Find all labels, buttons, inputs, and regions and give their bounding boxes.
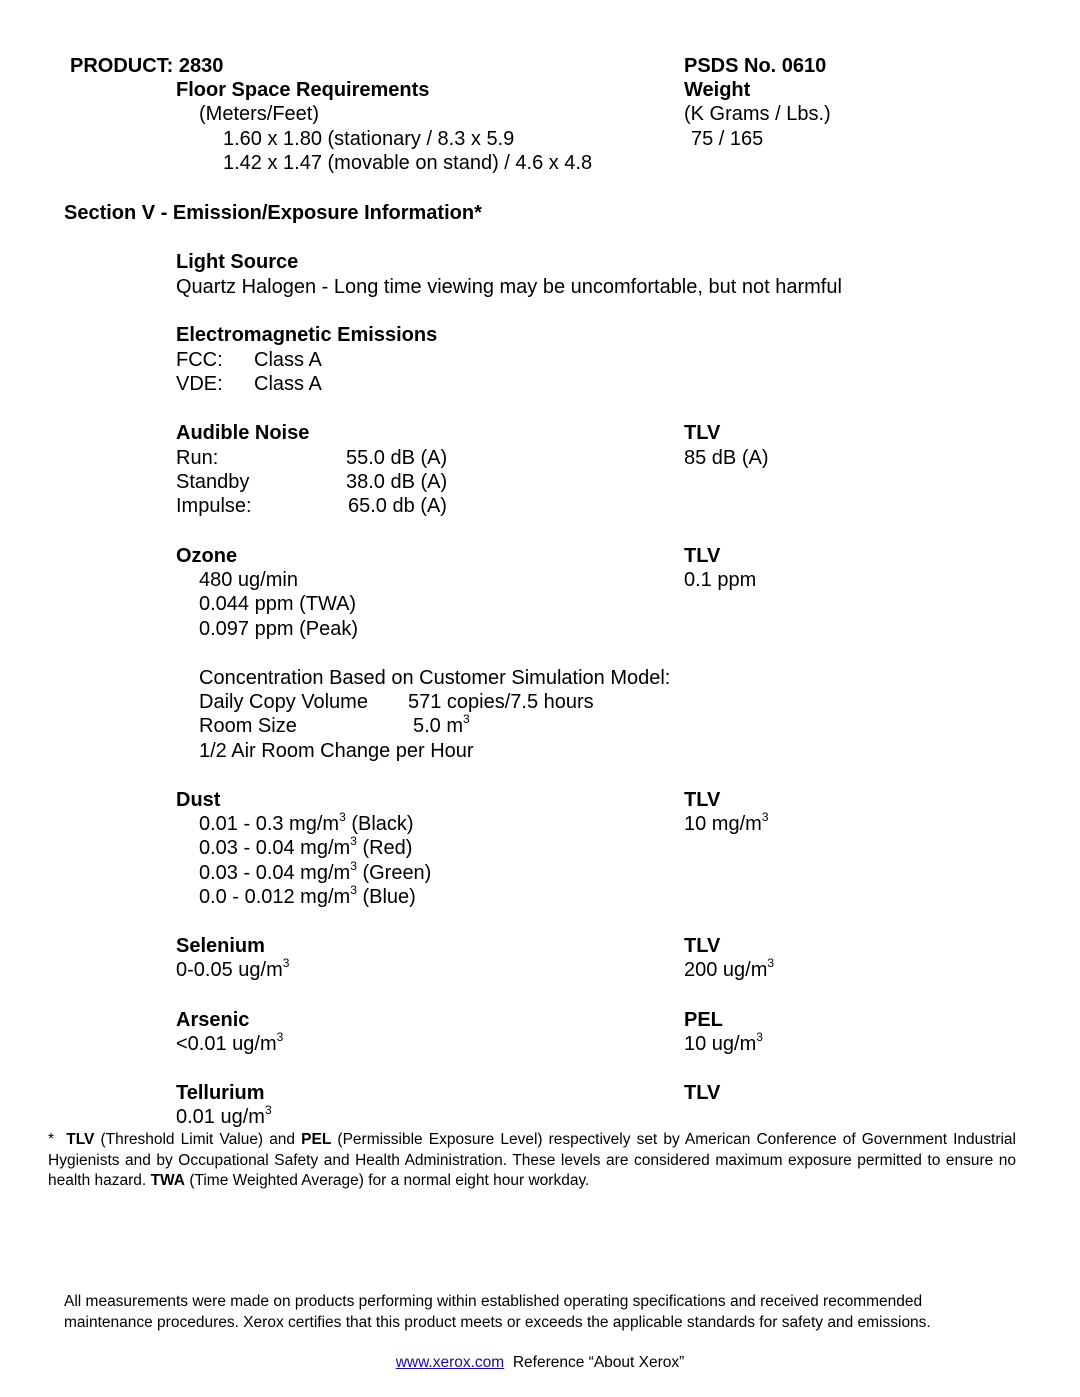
xerox-link[interactable]: www.xerox.com bbox=[395, 1354, 505, 1371]
air-change: 1/2 Air Room Change per Hour bbox=[199, 740, 474, 762]
vde-value: Class A bbox=[254, 373, 322, 395]
dust-limit: 10 $mg/m^3$ bbox=[684, 810, 769, 835]
audible-noise-limit-label: TLV bbox=[684, 422, 721, 444]
arsenic-limit: 10 $ug/m^3$ bbox=[684, 1030, 763, 1055]
section-title: Section V - Emission/Exposure Information* bbox=[64, 202, 482, 224]
noise-standby-label: Standby bbox=[176, 471, 250, 493]
ozone-value-twa: 0.044 ppm (TWA) bbox=[199, 593, 357, 615]
fcc-value: Class A bbox=[254, 349, 322, 371]
arsenic-value: <0.01 $ug/m^3$ bbox=[176, 1030, 284, 1055]
daily-copy-value: 571 copies/7.5 hours bbox=[408, 691, 594, 713]
ozone-value-peak: 0.097 ppm (Peak) bbox=[199, 618, 358, 640]
noise-impulse-label: Impulse: bbox=[176, 495, 252, 517]
disclaimer: All measurements were made on products performing within established operating specifications and received recommended maintenance procedures. Xerox certifies that this product meets or exceeds the applicable standards for safety and emissions. bbox=[64, 1293, 931, 1331]
dust-green: 0.03 - 0.04 $mg/m^3$ (Green) bbox=[199, 859, 432, 884]
psds-number: PSDS No. 0610 bbox=[684, 55, 827, 77]
daily-copy-label: Daily Copy Volume bbox=[199, 691, 368, 713]
dust-red: 0.03 - 0.04 $mg/m^3$ (Red) bbox=[199, 834, 413, 859]
noise-run-limit: 85 dB (A) bbox=[684, 447, 769, 469]
tellurium-value: 0.01 $ug/m^3$ bbox=[176, 1103, 272, 1128]
audible-noise-heading: Audible Noise bbox=[176, 422, 310, 444]
dust-black: 0.01 - 0.3 $mg/m^3$ (Black) bbox=[199, 810, 414, 835]
selenium-value: 0-0.05 $ug/m^3$ bbox=[176, 956, 290, 981]
ozone-value-rate: 480 ug/min bbox=[199, 569, 298, 591]
floor-space-units: (Meters/Feet) bbox=[199, 103, 320, 125]
vde-label: VDE: bbox=[176, 373, 223, 395]
reference-line bbox=[0, 1353, 1080, 1373]
ozone-heading: Ozone bbox=[176, 545, 238, 567]
weight-heading: Weight bbox=[684, 79, 751, 101]
dust-heading: Dust bbox=[176, 789, 221, 811]
footnote: * TLV (Threshold Limit Value) and PEL (Permissible Exposure Level) respectively set by American Conference of Government Industrial Hygienists and by Occupational Safety and Health Administration. These levels are considered maximum exposure permitted to ensure no health hazard. TWA (Time Weighted Average) for a normal eight hour workday. bbox=[48, 1131, 1016, 1189]
reference-text: Reference “About Xerox” bbox=[512, 1354, 685, 1371]
selenium-limit-label: TLV bbox=[684, 935, 721, 957]
fcc-label: FCC: bbox=[176, 349, 223, 371]
selenium-heading: Selenium bbox=[176, 935, 265, 957]
floor-space-stationary: 1.60 x 1.80 (stationary / 8.3 x 5.9 bbox=[223, 128, 515, 150]
weight-value: 75 / 165 bbox=[691, 128, 764, 150]
product-label: PRODUCT: 2830 bbox=[70, 55, 224, 77]
arsenic-limit-label: PEL bbox=[684, 1009, 723, 1031]
tellurium-limit-label: TLV bbox=[684, 1082, 721, 1104]
noise-standby-value: 38.0 dB (A) bbox=[346, 471, 448, 493]
arsenic-heading: Arsenic bbox=[176, 1009, 250, 1031]
floor-space-movable: 1.42 x 1.47 (movable on stand) / 4.6 x 4.8 bbox=[223, 152, 593, 174]
noise-run-value: 55.0 dB (A) bbox=[346, 447, 448, 469]
dust-blue: 0.0 - 0.012 $mg/m^3$ (Blue) bbox=[199, 883, 416, 908]
room-size-label: Room Size bbox=[199, 715, 297, 737]
ozone-limit-label: TLV bbox=[684, 545, 721, 567]
floor-space-heading: Floor Space Requirements bbox=[176, 79, 430, 101]
room-size-value: 5.0 $m^3$ bbox=[413, 712, 470, 737]
selenium-limit: 200 $ug/m^3$ bbox=[684, 956, 775, 981]
noise-impulse-value: 65.0 db (A) bbox=[348, 495, 447, 517]
electromagnetic-heading: Electromagnetic Emissions bbox=[176, 324, 438, 346]
dust-limit-label: TLV bbox=[684, 789, 721, 811]
light-source-heading: Light Source bbox=[176, 251, 299, 273]
ozone-limit: 0.1 ppm bbox=[684, 569, 757, 591]
weight-units: (K Grams / Lbs.) bbox=[684, 103, 831, 125]
light-source-text: Quartz Halogen - Long time viewing may be uncomfortable, but not harmful bbox=[176, 276, 842, 298]
ozone-model-heading: Concentration Based on Customer Simulation Model: bbox=[199, 667, 671, 689]
tellurium-heading: Tellurium bbox=[176, 1082, 265, 1104]
noise-run-label: Run: bbox=[176, 447, 219, 469]
